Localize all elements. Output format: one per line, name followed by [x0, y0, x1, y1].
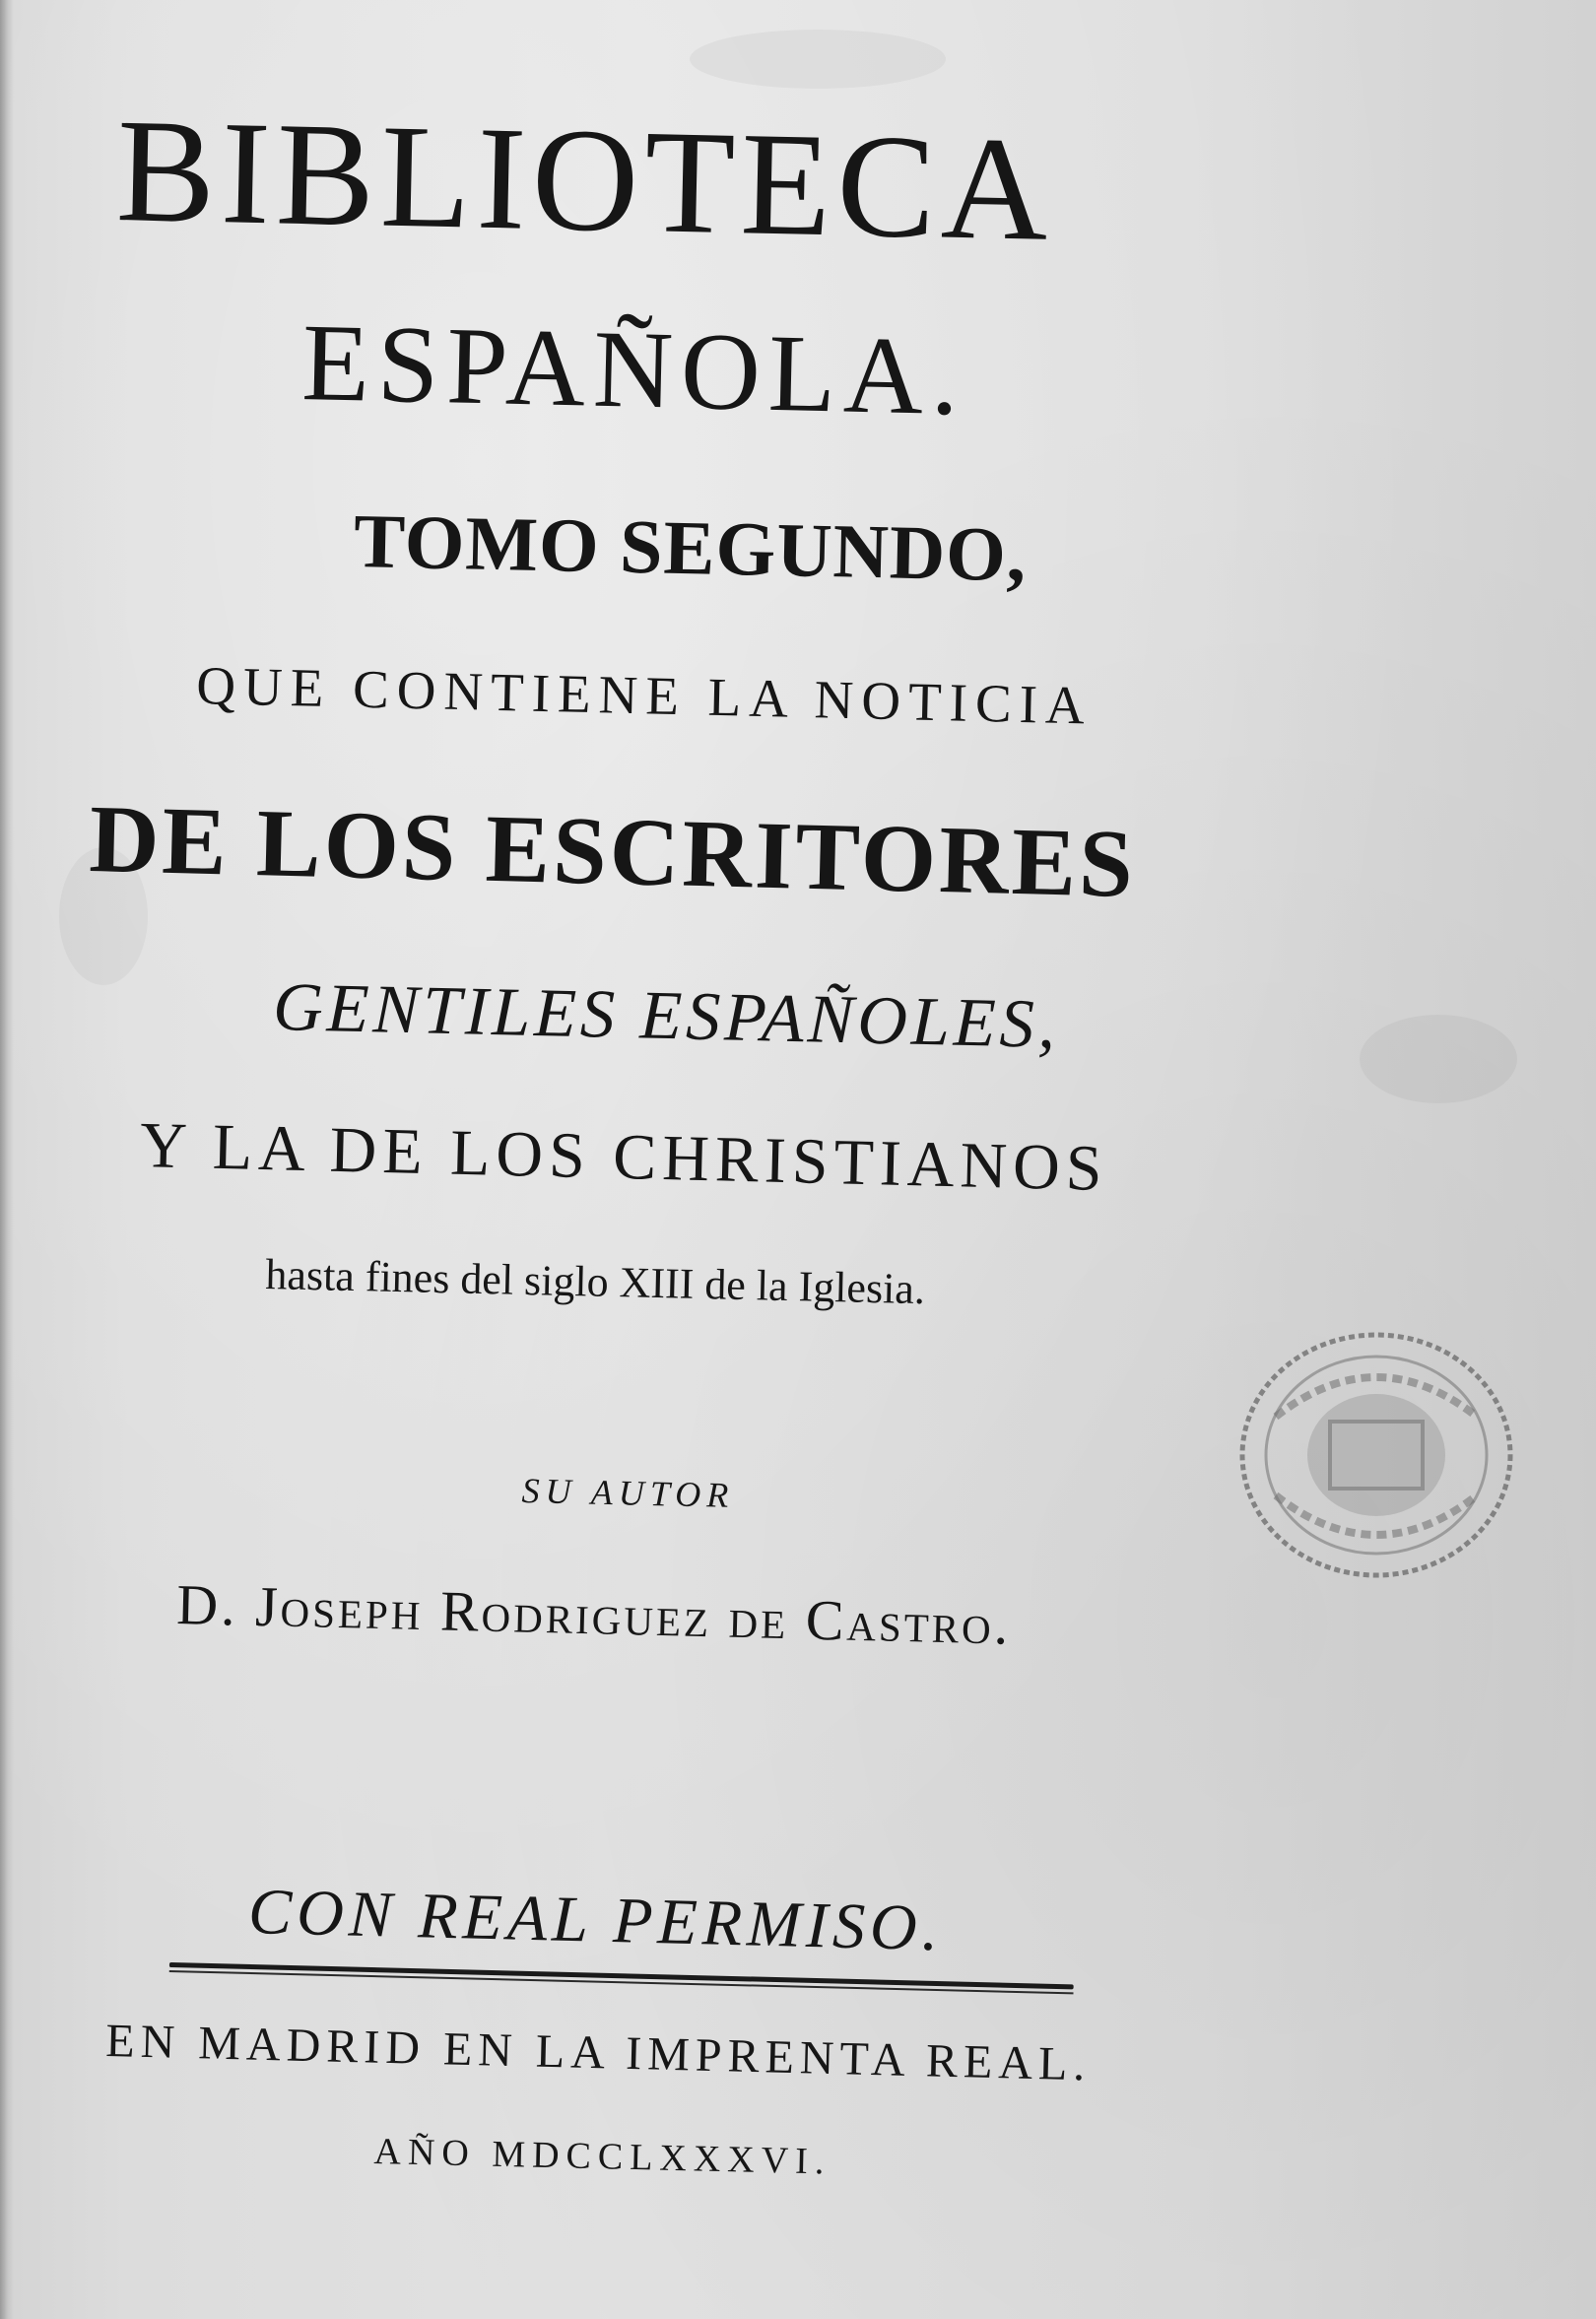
- title-line-espanola: ESPAÑOLA.: [300, 301, 968, 439]
- subtitle-line-gentiles: GENTILES ESPAÑOLES,: [272, 969, 1061, 1064]
- paper-stain: [690, 30, 946, 89]
- subtitle-line-escritores: DE LOS ESCRITORES: [88, 786, 1138, 918]
- author-name: D. Joseph Rodriguez de Castro.: [175, 1572, 1013, 1657]
- binding-edge: [0, 0, 14, 2319]
- subtitle-line-contiene: QUE CONTIENE LA NOTICIA: [195, 655, 1094, 736]
- subtitle-line-christianos: Y LA DE LOS CHRISTIANOS: [139, 1109, 1109, 1205]
- title-line-biblioteca: BIBLIOTECA: [114, 89, 1056, 272]
- license-line: CON REAL PERMISO.: [247, 1876, 945, 1965]
- library-stamp-icon: [1236, 1328, 1517, 1582]
- volume-line: TOMO SEGUNDO,: [353, 497, 1029, 598]
- imprint-line: EN MADRID EN LA IMPRENTA REAL.: [104, 2015, 1092, 2091]
- year-line: AÑO MDCCLXXXVI.: [373, 2131, 831, 2183]
- paper-stain: [1360, 1015, 1517, 1103]
- rule-thick: [169, 1962, 1074, 1989]
- author-label: SU AUTOR: [521, 1471, 735, 1515]
- subtitle-line-hasta-fines: hasta fines del siglo XIII de la Iglesia.: [264, 1250, 926, 1314]
- printers-rule: [169, 1962, 1074, 1994]
